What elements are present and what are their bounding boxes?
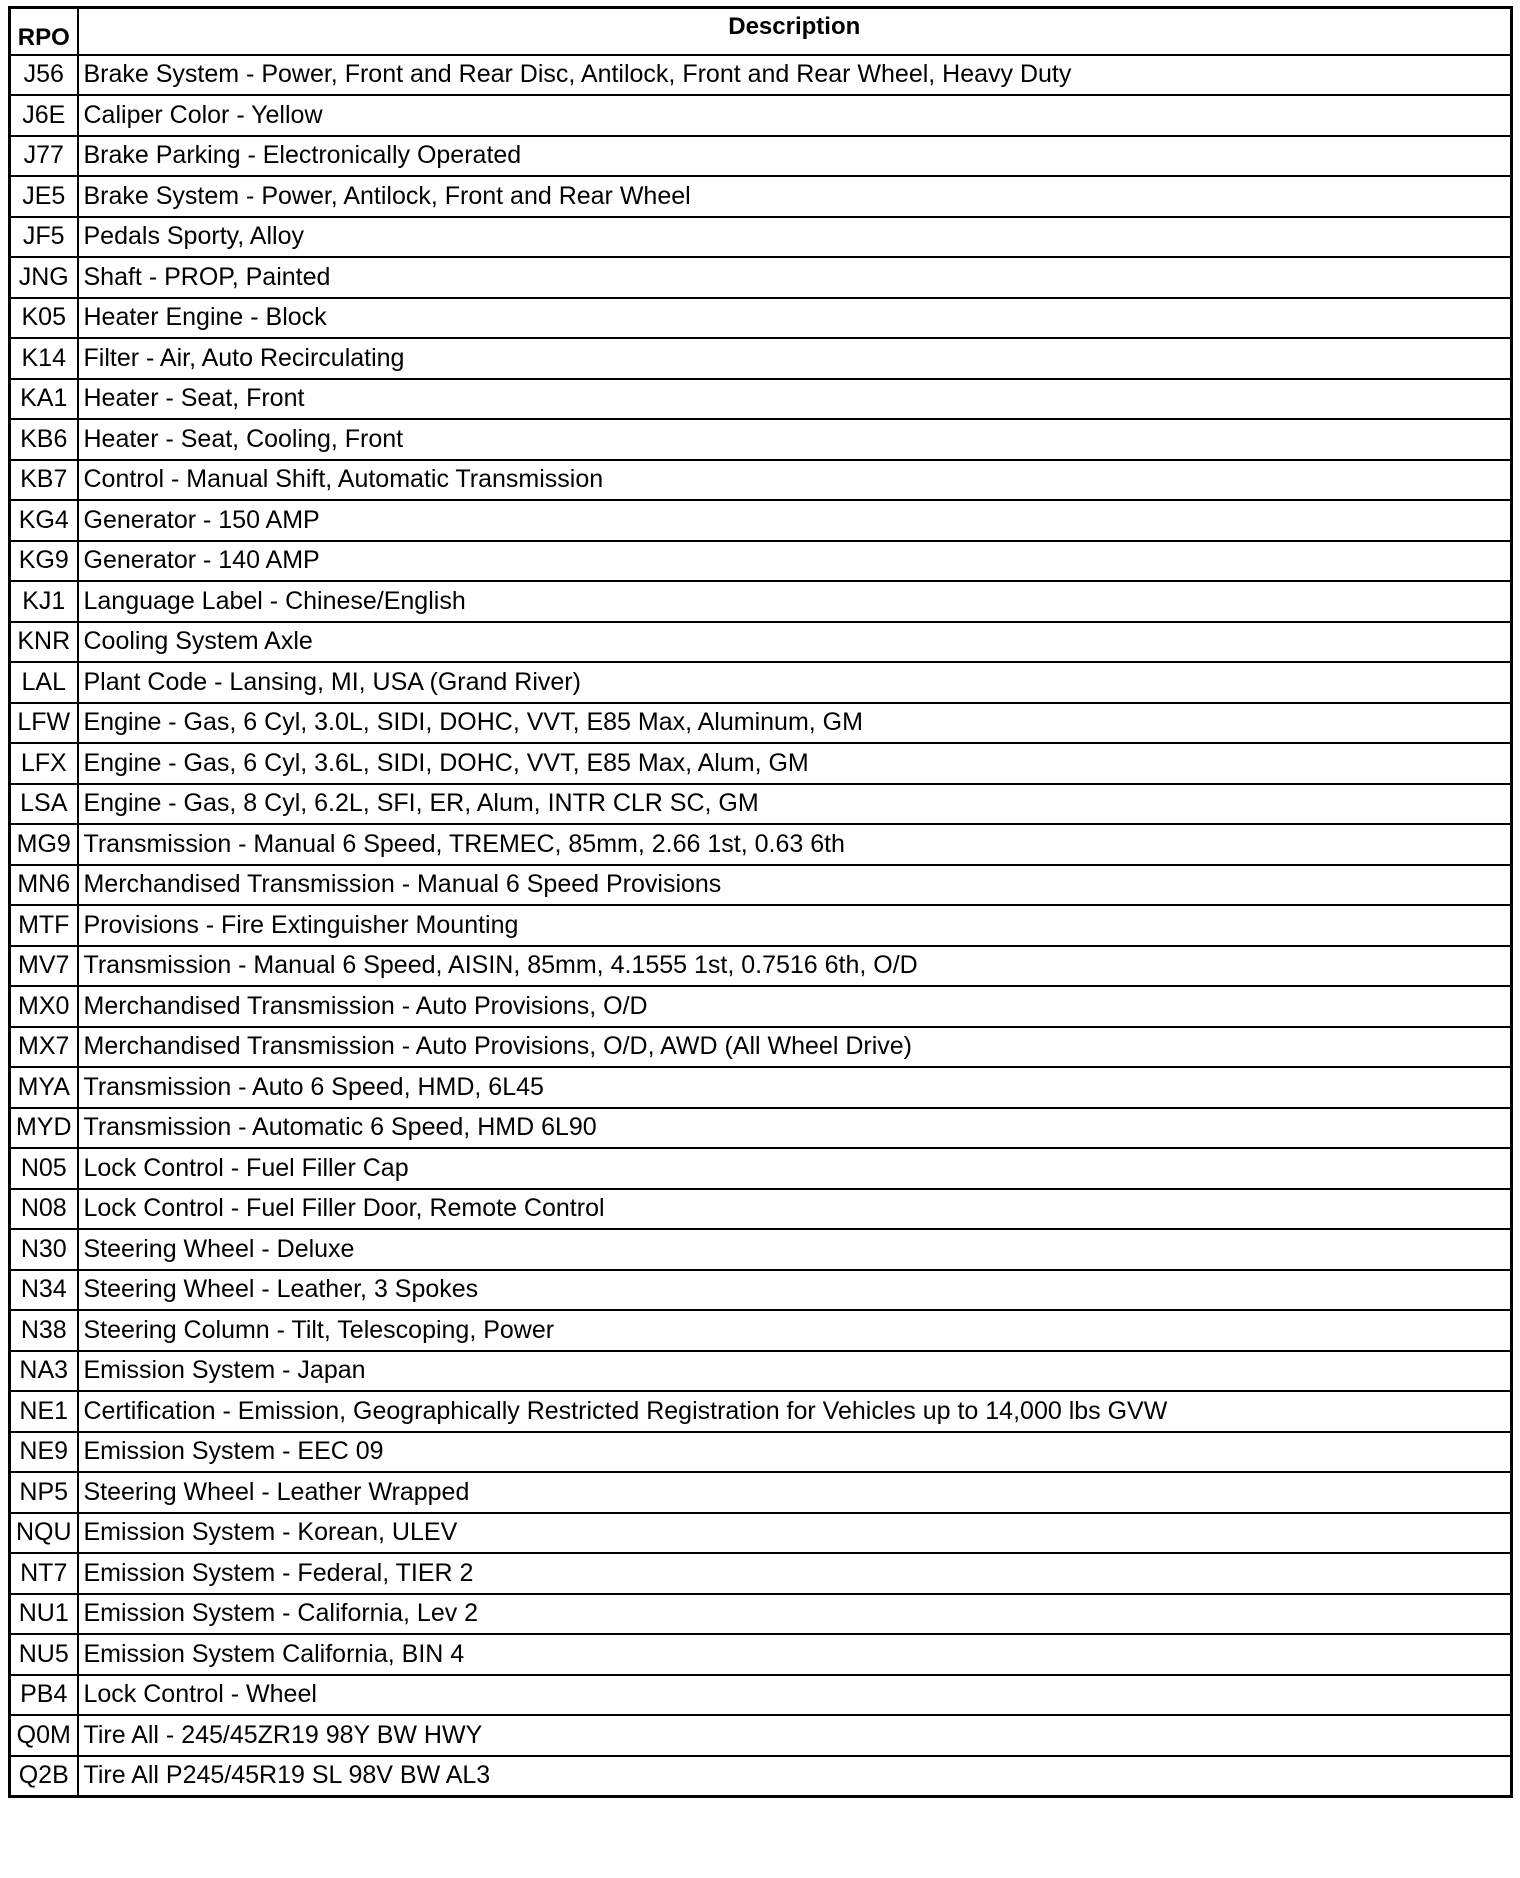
description-cell: Control - Manual Shift, Automatic Transmission <box>78 460 1512 501</box>
table-row <box>10 1432 1512 1473</box>
rpo-code-cell: NP5 <box>10 1472 78 1513</box>
rpo-code-cell: LFX <box>10 743 78 784</box>
rpo-code-cell: KNR <box>10 622 78 663</box>
description-column-header: Description <box>78 8 1512 55</box>
description-cell: Emission System - California, Lev 2 <box>78 1594 1512 1635</box>
table-row <box>10 1715 1512 1756</box>
table-row <box>10 1351 1512 1392</box>
description-cell: Steering Wheel - Leather, 3 Spokes <box>78 1270 1512 1311</box>
table-header-row <box>10 8 1512 55</box>
rpo-code-cell: PB4 <box>10 1675 78 1716</box>
rpo-code-cell: N05 <box>10 1148 78 1189</box>
description-cell: Heater Engine - Block <box>78 298 1512 339</box>
description-cell: Certification - Emission, Geographically Restricted Registration for Vehicles up to 14,000 lbs GVW <box>78 1391 1512 1432</box>
rpo-code-cell: MYD <box>10 1108 78 1149</box>
table-row <box>10 460 1512 501</box>
rpo-code-cell: MV7 <box>10 946 78 987</box>
rpo-code-cell: NU5 <box>10 1634 78 1675</box>
table-row <box>10 1513 1512 1554</box>
rpo-code-cell: JF5 <box>10 217 78 258</box>
rpo-code-cell: NE1 <box>10 1391 78 1432</box>
description-cell: Emission System - EEC 09 <box>78 1432 1512 1473</box>
table-body <box>10 55 1512 1797</box>
description-cell: Generator - 150 AMP <box>78 500 1512 541</box>
table-row <box>10 662 1512 703</box>
description-cell: Transmission - Auto 6 Speed, HMD, 6L45 <box>78 1067 1512 1108</box>
rpo-code-cell: NT7 <box>10 1553 78 1594</box>
table-row <box>10 95 1512 136</box>
description-cell: Steering Column - Tilt, Telescoping, Power <box>78 1310 1512 1351</box>
description-cell: Engine - Gas, 6 Cyl, 3.6L, SIDI, DOHC, VVT, E85 Max, Alum, GM <box>78 743 1512 784</box>
description-cell: Engine - Gas, 8 Cyl, 6.2L, SFI, ER, Alum, INTR CLR SC, GM <box>78 784 1512 825</box>
description-cell: Merchandised Transmission - Auto Provisions, O/D <box>78 986 1512 1027</box>
rpo-code-cell: KG4 <box>10 500 78 541</box>
rpo-code-cell: LFW <box>10 703 78 744</box>
table-row <box>10 1391 1512 1432</box>
rpo-code-cell: LAL <box>10 662 78 703</box>
description-cell: Shaft - PROP, Painted <box>78 257 1512 298</box>
description-cell: Emission System - Federal, TIER 2 <box>78 1553 1512 1594</box>
table-row <box>10 581 1512 622</box>
description-cell: Caliper Color - Yellow <box>78 95 1512 136</box>
description-cell: Heater - Seat, Cooling, Front <box>78 419 1512 460</box>
description-cell: Lock Control - Fuel Filler Door, Remote Control <box>78 1189 1512 1230</box>
description-cell: Heater - Seat, Front <box>78 379 1512 420</box>
table-row <box>10 986 1512 1027</box>
description-cell: Lock Control - Fuel Filler Cap <box>78 1148 1512 1189</box>
rpo-code-cell: MTF <box>10 905 78 946</box>
table-row <box>10 55 1512 96</box>
table-row <box>10 1594 1512 1635</box>
rpo-code-cell: KA1 <box>10 379 78 420</box>
rpo-code-cell: J6E <box>10 95 78 136</box>
rpo-code-cell: K05 <box>10 298 78 339</box>
description-cell: Engine - Gas, 6 Cyl, 3.0L, SIDI, DOHC, VVT, E85 Max, Aluminum, GM <box>78 703 1512 744</box>
description-cell: Filter - Air, Auto Recirculating <box>78 338 1512 379</box>
table-row <box>10 1310 1512 1351</box>
table-row <box>10 1108 1512 1149</box>
rpo-code-cell: KJ1 <box>10 581 78 622</box>
rpo-code-cell: MX7 <box>10 1027 78 1068</box>
description-cell: Generator - 140 AMP <box>78 541 1512 582</box>
description-cell: Plant Code - Lansing, MI, USA (Grand River) <box>78 662 1512 703</box>
description-cell: Lock Control - Wheel <box>78 1675 1512 1716</box>
table-row <box>10 379 1512 420</box>
table-row <box>10 257 1512 298</box>
rpo-code-cell: J77 <box>10 136 78 177</box>
rpo-code-cell: KB6 <box>10 419 78 460</box>
table-row <box>10 905 1512 946</box>
description-cell: Merchandised Transmission - Auto Provisions, O/D, AWD (All Wheel Drive) <box>78 1027 1512 1068</box>
rpo-code-cell: NU1 <box>10 1594 78 1635</box>
rpo-code-cell: MN6 <box>10 865 78 906</box>
rpo-code-cell: K14 <box>10 338 78 379</box>
description-cell: Steering Wheel - Leather Wrapped <box>78 1472 1512 1513</box>
table-row <box>10 541 1512 582</box>
table-row <box>10 1229 1512 1270</box>
description-cell: Provisions - Fire Extinguisher Mounting <box>78 905 1512 946</box>
rpo-code-cell: N38 <box>10 1310 78 1351</box>
table-row <box>10 703 1512 744</box>
description-cell: Emission System - Japan <box>78 1351 1512 1392</box>
table-row <box>10 1553 1512 1594</box>
rpo-code-cell: N34 <box>10 1270 78 1311</box>
table-row <box>10 824 1512 865</box>
rpo-code-cell: KG9 <box>10 541 78 582</box>
table-row <box>10 1756 1512 1797</box>
table-row <box>10 1189 1512 1230</box>
table-row <box>10 1148 1512 1189</box>
rpo-code-cell: N30 <box>10 1229 78 1270</box>
rpo-code-cell: JNG <box>10 257 78 298</box>
description-cell: Tire All P245/45R19 SL 98V BW AL3 <box>78 1756 1512 1797</box>
table-row <box>10 1634 1512 1675</box>
rpo-code-cell: KB7 <box>10 460 78 501</box>
rpo-code-cell: MYA <box>10 1067 78 1108</box>
table-row <box>10 1067 1512 1108</box>
rpo-code-cell: NE9 <box>10 1432 78 1473</box>
description-cell: Transmission - Manual 6 Speed, AISIN, 85mm, 4.1555 1st, 0.7516 6th, O/D <box>78 946 1512 987</box>
rpo-code-cell: Q2B <box>10 1756 78 1797</box>
table-row <box>10 622 1512 663</box>
description-cell: Brake System - Power, Front and Rear Disc, Antilock, Front and Rear Wheel, Heavy Duty <box>78 55 1512 96</box>
description-cell: Tire All - 245/45ZR19 98Y BW HWY <box>78 1715 1512 1756</box>
table-row <box>10 784 1512 825</box>
description-cell: Brake System - Power, Antilock, Front and Rear Wheel <box>78 176 1512 217</box>
table-row <box>10 743 1512 784</box>
table-row <box>10 217 1512 258</box>
rpo-code-cell: JE5 <box>10 176 78 217</box>
rpo-code-cell: NA3 <box>10 1351 78 1392</box>
description-cell: Pedals Sporty, Alloy <box>78 217 1512 258</box>
rpo-code-cell: N08 <box>10 1189 78 1230</box>
table-row <box>10 500 1512 541</box>
description-cell: Cooling System Axle <box>78 622 1512 663</box>
table-row <box>10 176 1512 217</box>
table-row <box>10 1027 1512 1068</box>
description-cell: Brake Parking - Electronically Operated <box>78 136 1512 177</box>
table-row <box>10 865 1512 906</box>
rpo-code-table <box>8 6 1513 1798</box>
description-cell: Emission System California, BIN 4 <box>78 1634 1512 1675</box>
description-cell: Transmission - Automatic 6 Speed, HMD 6L90 <box>78 1108 1512 1149</box>
rpo-column-header: RPO <box>10 8 78 55</box>
rpo-code-cell: LSA <box>10 784 78 825</box>
rpo-code-cell: Q0M <box>10 1715 78 1756</box>
table-row <box>10 419 1512 460</box>
table-row <box>10 298 1512 339</box>
table-row <box>10 1675 1512 1716</box>
rpo-code-cell: J56 <box>10 55 78 96</box>
description-cell: Transmission - Manual 6 Speed, TREMEC, 85mm, 2.66 1st, 0.63 6th <box>78 824 1512 865</box>
description-cell: Language Label - Chinese/English <box>78 581 1512 622</box>
rpo-code-cell: NQU <box>10 1513 78 1554</box>
table-row <box>10 1270 1512 1311</box>
table-row <box>10 136 1512 177</box>
table-row <box>10 946 1512 987</box>
table-row <box>10 1472 1512 1513</box>
rpo-code-cell: MX0 <box>10 986 78 1027</box>
description-cell: Emission System - Korean, ULEV <box>78 1513 1512 1554</box>
rpo-code-cell: MG9 <box>10 824 78 865</box>
description-cell: Merchandised Transmission - Manual 6 Speed Provisions <box>78 865 1512 906</box>
description-cell: Steering Wheel - Deluxe <box>78 1229 1512 1270</box>
table-row <box>10 338 1512 379</box>
